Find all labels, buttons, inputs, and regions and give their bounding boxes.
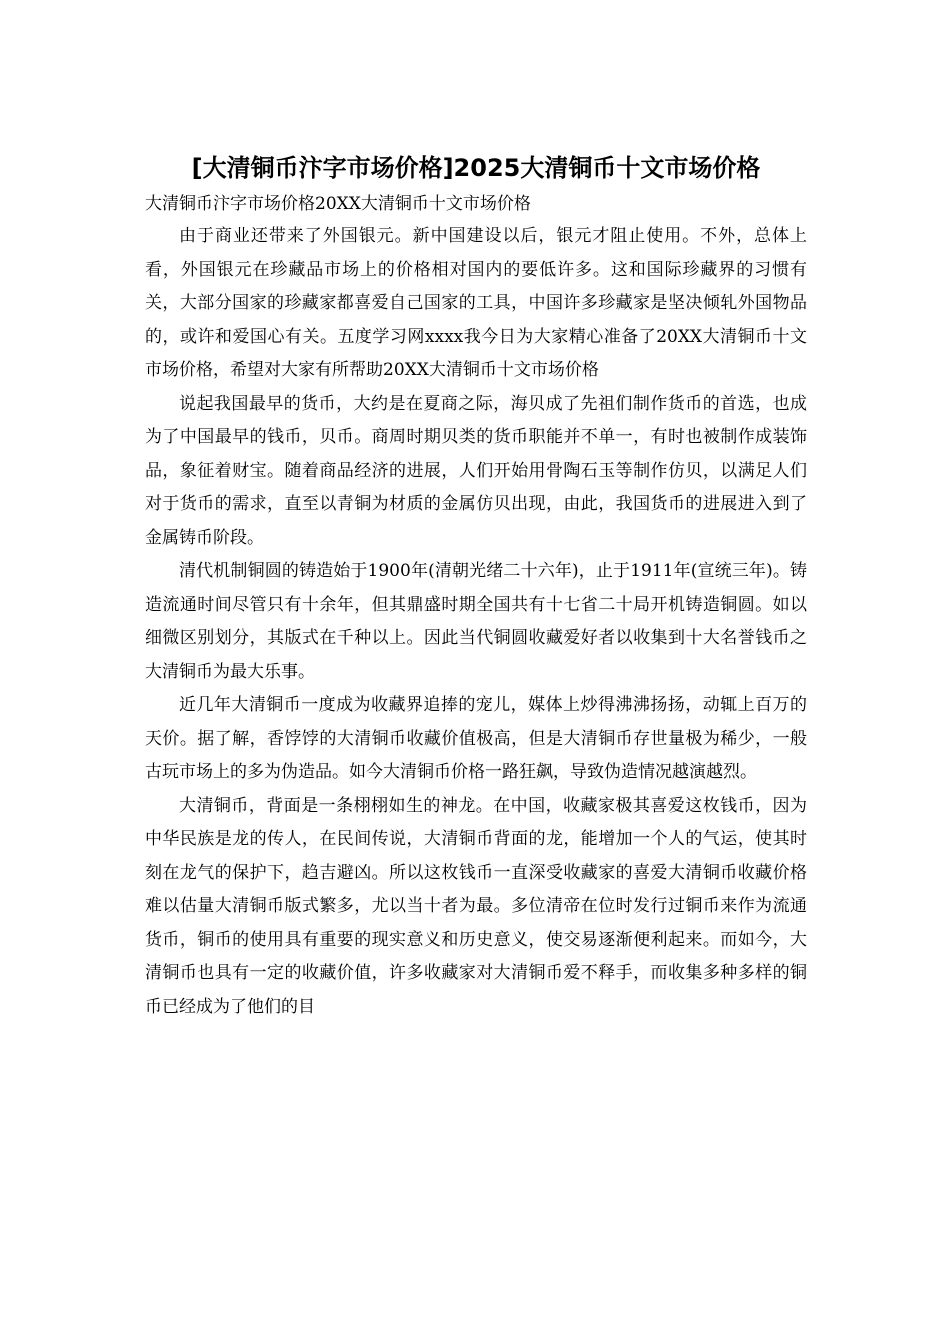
document-page bbox=[145, 148, 807, 1024]
document-title: [大清铜币汴字市场价格]2025大清铜币十文市场价格 bbox=[191, 154, 761, 182]
paragraph-1: 由于商业还带来了外国银元。新中国建设以后，银元才阻止使用。不外，总体上看，外国银元在珍藏品市场上的价格相对国内的要低许多。这和国际珍藏界的习惯有关，大部分国家的珍藏家都喜爱自己国家的工具，中国许多珍藏家是坚决倾轧外国物品的，或许和爱国心有关。五度学习网xxxx我今日为大家精心准备了20XX大清铜币十文市场价格，希望对大家有所帮助20XX大清铜币十文市场价格 bbox=[145, 226, 807, 380]
paragraph-3: 清代机制铜圆的铸造始于1900年(清朝光绪二十六年)，止于1911年(宣统三年)。铸造流通时间尽管只有十余年，但其鼎盛时期全国共有十七省二十局开机铸造铜圆。如以细微区别划分，其版式在千种以上。因此当代铜圆收藏爱好者以收集到十大名誉钱币之大清铜币为最大乐事。 bbox=[145, 561, 807, 682]
paragraph-5: 大清铜币，背面是一条栩栩如生的神龙。在中国，收藏家极其喜爱这枚钱币，因为中华民族是龙的传人，在民间传说，大清铜币背面的龙，能增加一个人的气运，使其时刻在龙气的保护下，趋吉避凶。所以这枚钱币一直深受收藏家的喜爱大清铜币收藏价格难以估量大清铜币版式繁多，尤以当十者为最。多位清帝在位时发行过铜币来作为流通货币，铜币的使用具有重要的现实意义和历史意义，使交易逐渐便利起来。而如今，大清铜币也具有一定的收藏价值，许多收藏家对大清铜币爱不释手，而收集多种多样的铜币已经成为了他们的目 bbox=[145, 795, 807, 1017]
document-subtitle: 大清铜币汴字市场价格20XX大清铜币十文市场价格 bbox=[145, 194, 531, 214]
paragraph-4: 近几年大清铜币一度成为收藏界追捧的宠儿，媒体上炒得沸沸扬扬，动辄上百万的天价。据了解，香饽饽的大清铜币收藏价值极高，但是大清铜币存世量极为稀少，一般古玩市场上的多为伪造品。如今大清铜币价格一路狂飙，导致伪造情况越演越烈。 bbox=[145, 695, 807, 782]
paragraph-2: 说起我国最早的货币，大约是在夏商之际，海贝成了先祖们制作货币的首选，也成为了中国最早的钱币，贝币。商周时期贝类的货币职能并不单一，有时也被制作成装饰品，象征着财宝。随着商品经济的进展，人们开始用骨陶石玉等制作仿贝，以满足人们对于货币的需求，直至以青铜为材质的金属仿贝出现，由此，我国货币的进展进入到了金属铸币阶段。 bbox=[145, 393, 807, 548]
